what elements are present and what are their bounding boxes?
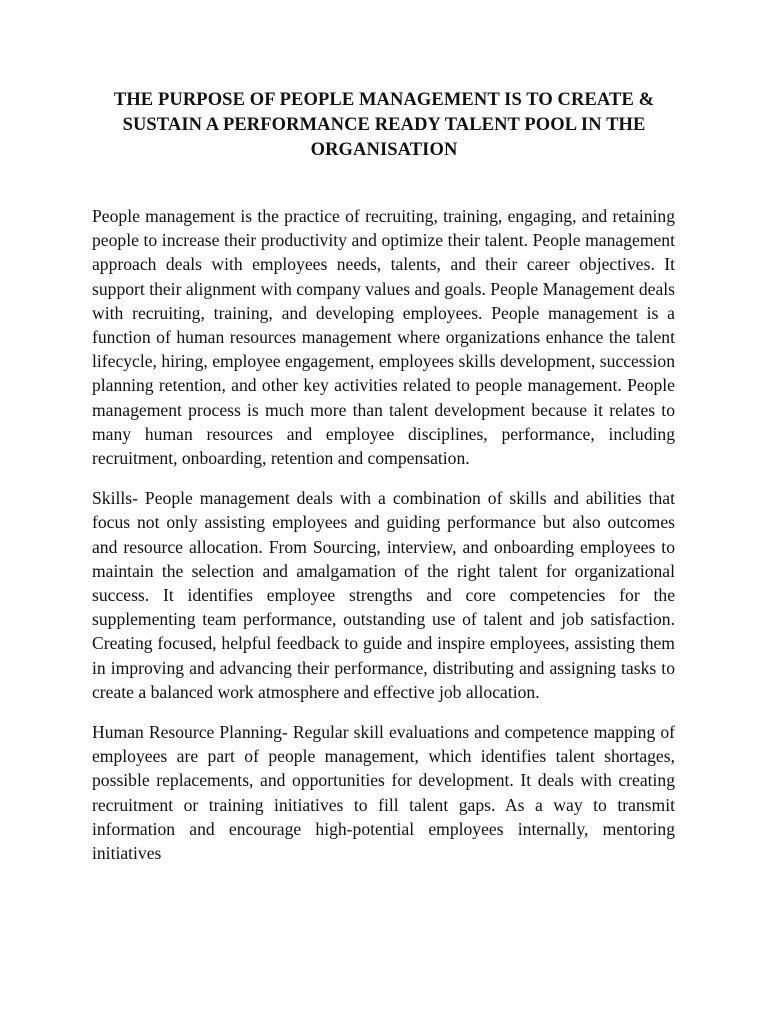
document-body	[92, 204, 675, 881]
paragraph-skills: Skills- People management deals with a combination of skills and abilities that focus not only assisting employees and guiding performance but also outcomes and resource allocation. From Sourcing, interview, and onboarding employees to maintain the selection and amalgamation of the right talent for organizational success. It identifies employee strengths and core competencies for the supplementing team performance, outstanding use of talent and job satisfaction. Creating focused, helpful feedback to guide and inspire employees, assisting them in improving and advancing their performance, distributing and assigning tasks to create a balanced work atmosphere and effective job allocation.	[92, 488, 675, 702]
document-title: THE PURPOSE OF PEOPLE MANAGEMENT IS TO CREATE & SUSTAIN A PERFORMANCE READY TALENT POOL IN THE ORGANISATION	[113, 90, 655, 160]
paragraph-people-management: People management is the practice of recruiting, training, engaging, and retaining people to increase their productivity and optimize their talent. People management approach deals with employees needs, talents, and their career objectives. It support their alignment with company values and goals. People Management deals with recruiting, training, and developing employees. People management is a function of human resources management where organizations enhance the talent lifecycle, hiring, employee engagement, employees skills development, succession planning retention, and other key activities related to people management. People management process is much more than talent development because it relates to many human resources and employee disciplines, performance, including recruitment, onboarding, retention and compensation.	[92, 206, 675, 469]
paragraph-human-resource-planning: Human Resource Planning- Regular skill evaluations and competence mapping of employees are part of people management, which identifies talent shortages, possible replacements, and opportunities for development. It deals with creating recruitment or training initiatives to fill talent gaps. As a way to transmit information and encourage high-potential employees internally, mentoring initiatives	[92, 722, 675, 864]
